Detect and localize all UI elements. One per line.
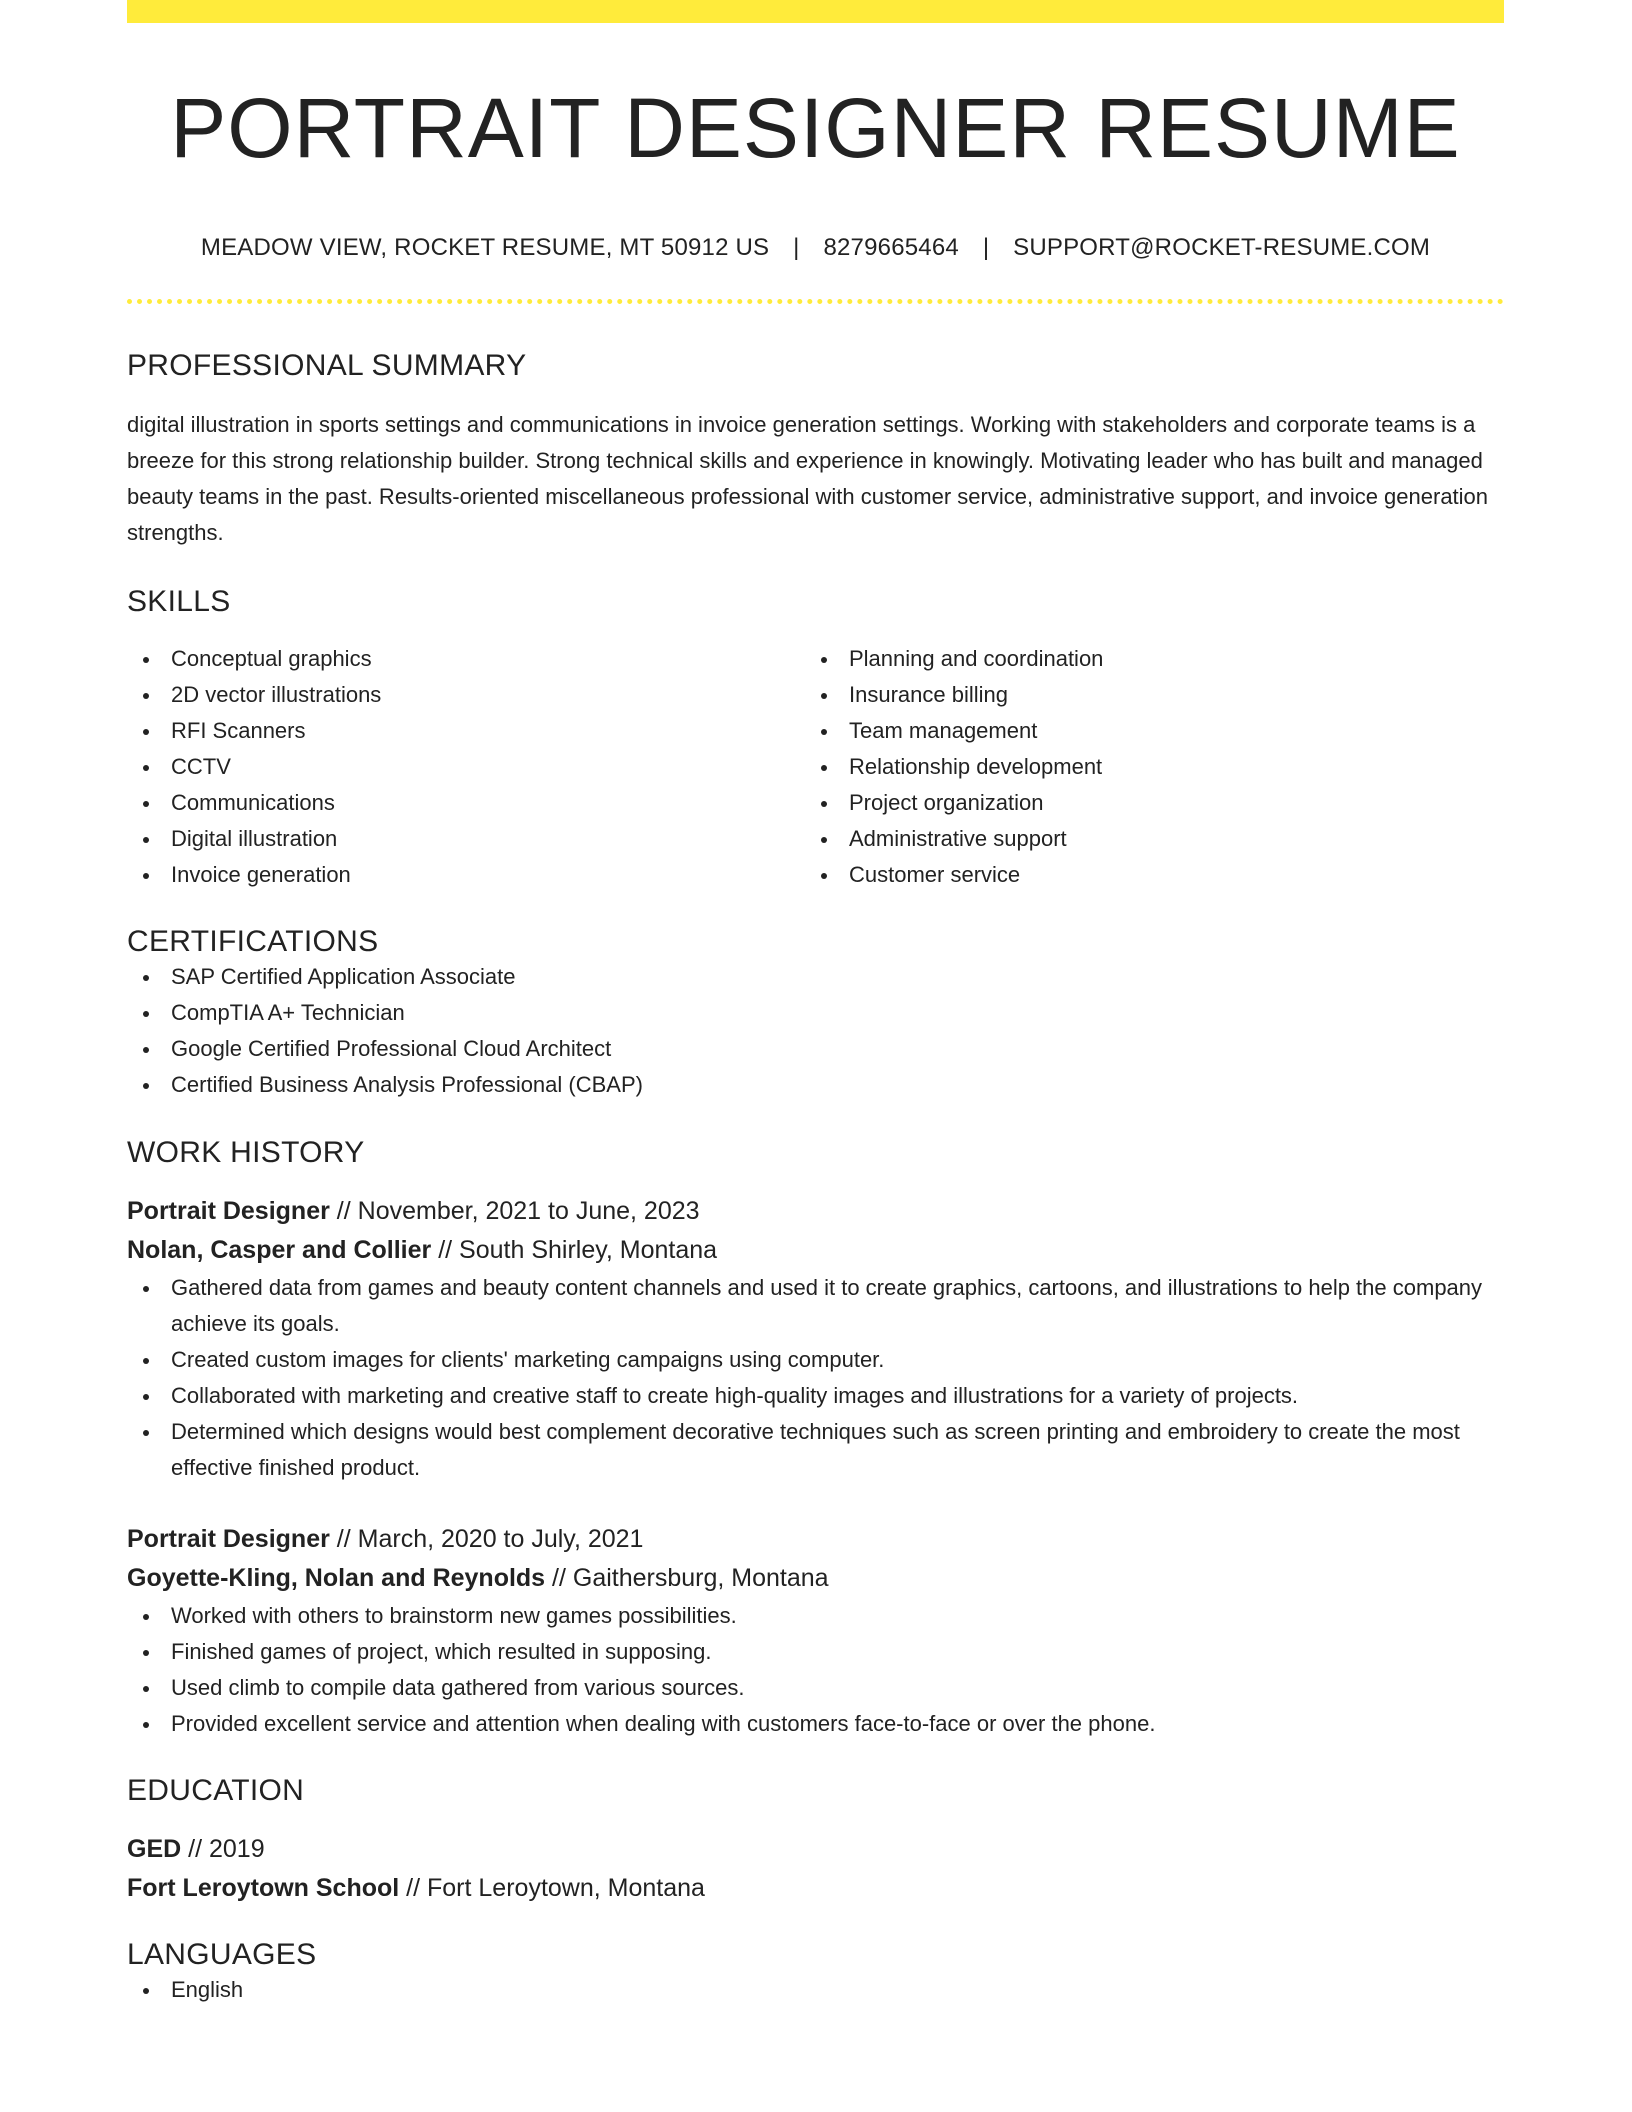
job-duty: Worked with others to brainstorm new games possibilities. <box>127 1598 1504 1634</box>
work-history-heading: WORK HISTORY <box>127 1136 365 1170</box>
skill-item: Conceptual graphics <box>127 641 805 677</box>
skills-grid <box>127 641 1504 893</box>
contact-separator: | <box>793 234 800 262</box>
skill-item: Customer service <box>805 857 1483 893</box>
resume-page <box>127 0 1504 2008</box>
job-duties-list <box>127 1270 1504 1486</box>
job-company: Nolan, Casper and Collier <box>127 1236 432 1265</box>
skills-column-left <box>127 641 805 893</box>
skill-item: Administrative support <box>805 821 1483 857</box>
summary-heading: PROFESSIONAL SUMMARY <box>127 349 527 383</box>
education-heading: EDUCATION <box>127 1774 305 1808</box>
skill-item: Team management <box>805 713 1483 749</box>
job-title: Portrait Designer <box>127 1525 330 1554</box>
dotted-divider <box>127 299 1504 304</box>
job-company: Goyette-Kling, Nolan and Reynolds <box>127 1564 546 1593</box>
education-degree-line <box>127 1830 1504 1869</box>
job-title-line <box>127 1520 1504 1559</box>
skill-item: Communications <box>127 785 805 821</box>
job-location: // Gaithersburg, Montana <box>552 1564 829 1593</box>
job-duty: Used climb to compile data gathered from various sources. <box>127 1670 1504 1706</box>
accent-top-bar <box>127 0 1504 23</box>
skill-item: Insurance billing <box>805 677 1483 713</box>
job-entry <box>127 1192 1504 1486</box>
contact-line <box>127 234 1504 262</box>
job-company-line <box>127 1231 1504 1270</box>
job-location: // South Shirley, Montana <box>438 1236 718 1265</box>
job-company-line <box>127 1559 1504 1598</box>
skill-item: Invoice generation <box>127 857 805 893</box>
job-dates: // March, 2020 to July, 2021 <box>336 1525 644 1554</box>
job-duty: Determined which designs would best complement decorative techniques such as screen printing and embroidery to create the most effective finished product. <box>127 1414 1504 1486</box>
skill-item: CCTV <box>127 749 805 785</box>
contact-separator: | <box>982 234 990 262</box>
skill-item: Project organization <box>805 785 1483 821</box>
job-title: Portrait Designer <box>127 1197 330 1226</box>
job-title-line <box>127 1192 1504 1231</box>
certification-item: SAP Certified Application Associate <box>127 959 1504 995</box>
education-location: // Fort Leroytown, Montana <box>406 1874 705 1903</box>
languages-list <box>127 1972 1504 2008</box>
education-school-line <box>127 1869 1504 1908</box>
skills-list-left <box>127 641 805 893</box>
skills-heading: SKILLS <box>127 585 231 619</box>
languages-heading: LANGUAGES <box>127 1938 317 1972</box>
contact-phone: 8279665464 <box>823 234 959 262</box>
job-duty: Collaborated with marketing and creative staff to create high-quality images and illustrations for a variety of projects. <box>127 1378 1504 1414</box>
contact-email: SUPPORT@ROCKET-RESUME.COM <box>1013 234 1431 262</box>
skill-item: Digital illustration <box>127 821 805 857</box>
job-duty: Created custom images for clients' marketing campaigns using computer. <box>127 1342 1504 1378</box>
skills-column-right <box>805 641 1483 893</box>
summary-text: digital illustration in sports settings and communications in invoice generation settings. Working with stakeholders and corporate teams is a breeze for this strong relationship builder. Strong technical skills and experience in knowingly. Motivating leader who has built and managed beauty teams in the past. Results-oriented miscellaneous professional with customer service, administrative support, and invoice generation strengths. <box>127 412 1489 546</box>
job-duty: Provided excellent service and attention when dealing with customers face-to-face or over the phone. <box>127 1706 1504 1742</box>
certifications-list <box>127 959 1504 1103</box>
skill-item: 2D vector illustrations <box>127 677 805 713</box>
certification-item: Google Certified Professional Cloud Architect <box>127 1031 1504 1067</box>
job-duties-list <box>127 1598 1504 1742</box>
job-duty: Finished games of project, which resulted in supposing. <box>127 1634 1504 1670</box>
language-item: English <box>127 1972 1504 2008</box>
education-entry <box>127 1830 1504 1908</box>
job-entry <box>127 1520 1504 1742</box>
skill-item: Relationship development <box>805 749 1483 785</box>
certification-item: CompTIA A+ Technician <box>127 995 1504 1031</box>
certifications-heading: CERTIFICATIONS <box>127 925 379 959</box>
skill-item: RFI Scanners <box>127 713 805 749</box>
education-degree: GED <box>127 1835 182 1864</box>
skill-item: Planning and coordination <box>805 641 1483 677</box>
job-duty: Gathered data from games and beauty content channels and used it to create graphics, cartoons, and illustrations to help the company achieve its goals. <box>127 1270 1504 1342</box>
resume-title: PORTRAIT DESIGNER RESUME <box>170 81 1461 175</box>
education-school: Fort Leroytown School <box>127 1874 400 1903</box>
skills-list-right <box>805 641 1483 893</box>
certification-item: Certified Business Analysis Professional (CBAP) <box>127 1067 1504 1103</box>
contact-address: MEADOW VIEW, ROCKET RESUME, MT 50912 US <box>200 234 770 262</box>
job-dates: // November, 2021 to June, 2023 <box>336 1197 700 1226</box>
education-year: // 2019 <box>188 1835 265 1864</box>
